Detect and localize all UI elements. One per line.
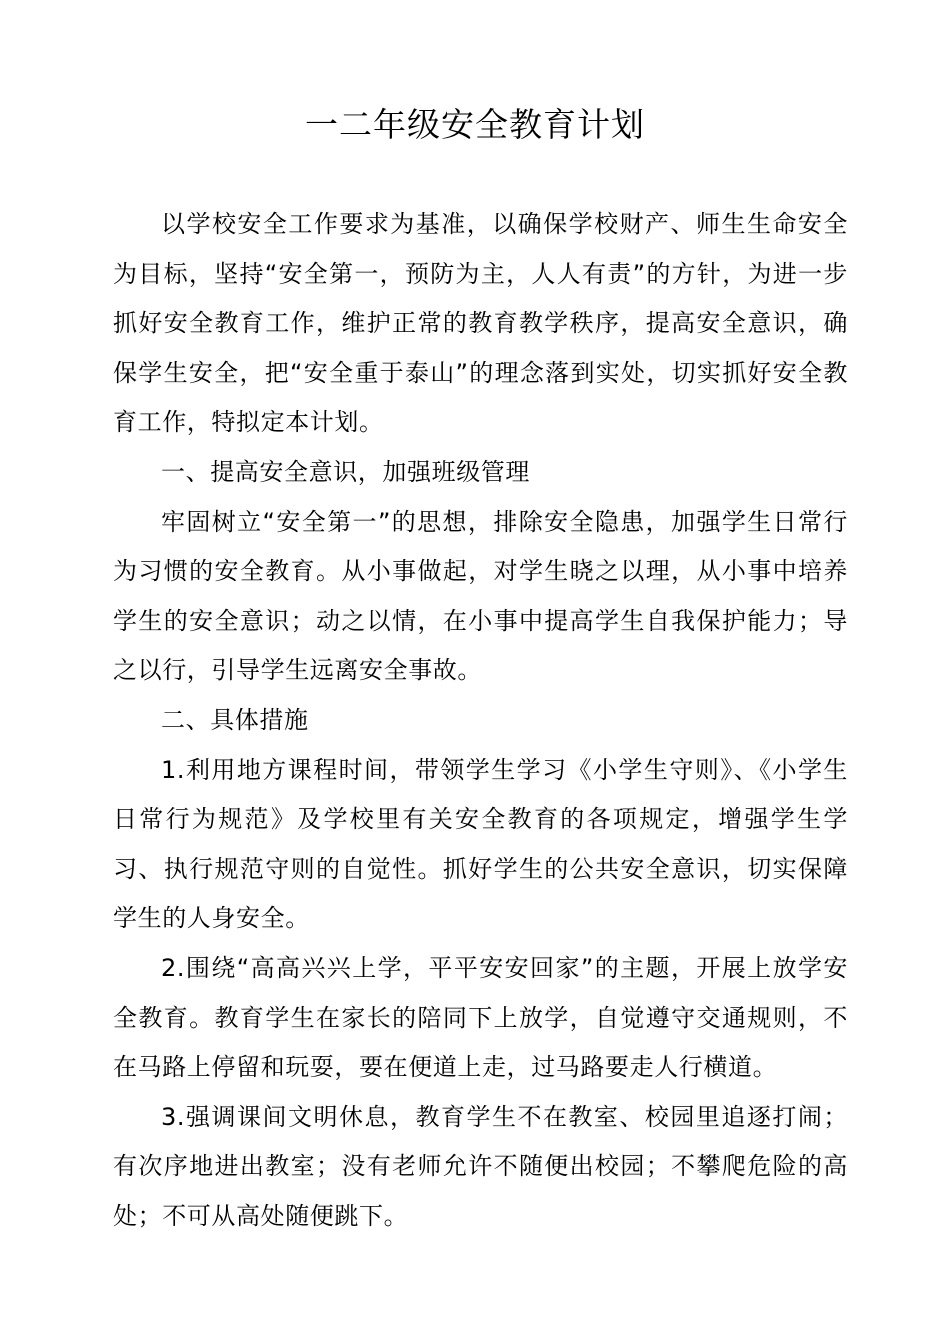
intro-paragraph: 以学校安全工作要求为基准，以确保学校财产、师生生命安全为目标，坚持“安全第一，预防为主，人人有责”的方针，为进一步抓好安全教育工作，维护正常的教育教学秩序，提高安全意识，确保学生安全，把“安全重于泰山”的理念落到实处，切实抓好安全教育工作，特拟定本计划。 <box>113 210 848 437</box>
document-body <box>113 200 848 1241</box>
section-heading-2: 二、具体措施 <box>161 705 309 734</box>
measure-item-3: 3.强调课间文明休息，教育学生不在教室、校园里追逐打闹；有次序地进出教室；没有老师允许不随便出校园；不攀爬危险的高处；不可从高处随便跳下。 <box>113 1102 848 1230</box>
document-title: 一二年级安全教育计划 <box>305 105 645 144</box>
measure-item-1: 1.利用地方课程时间，带领学生学习《小学生守则》、《小学生日常行为规范》及学校里有关安全教育的各项规定，增强学生学习、执行规范守则的自觉性。抓好学生的公共安全意识，切实保障学生的人身安全。 <box>113 755 848 933</box>
section-heading-1: 一、提高安全意识，加强班级管理 <box>161 457 530 486</box>
section-1-paragraph: 牢固树立“安全第一”的思想，排除安全隐患，加强学生日常行为习惯的安全教育。从小事做起，对学生晓之以理，从小事中培养学生的安全意识；动之以情，在小事中提高学生自我保护能力；导之以行，引导学生远离安全事故。 <box>113 507 848 685</box>
measure-item-2: 2.围绕“高高兴兴上学，平平安安回家”的主题，开展上放学安全教育。教育学生在家长的陪同下上放学，自觉遵守交通规则，不在马路上停留和玩耍，要在便道上走，过马路要走人行横道。 <box>113 953 848 1082</box>
